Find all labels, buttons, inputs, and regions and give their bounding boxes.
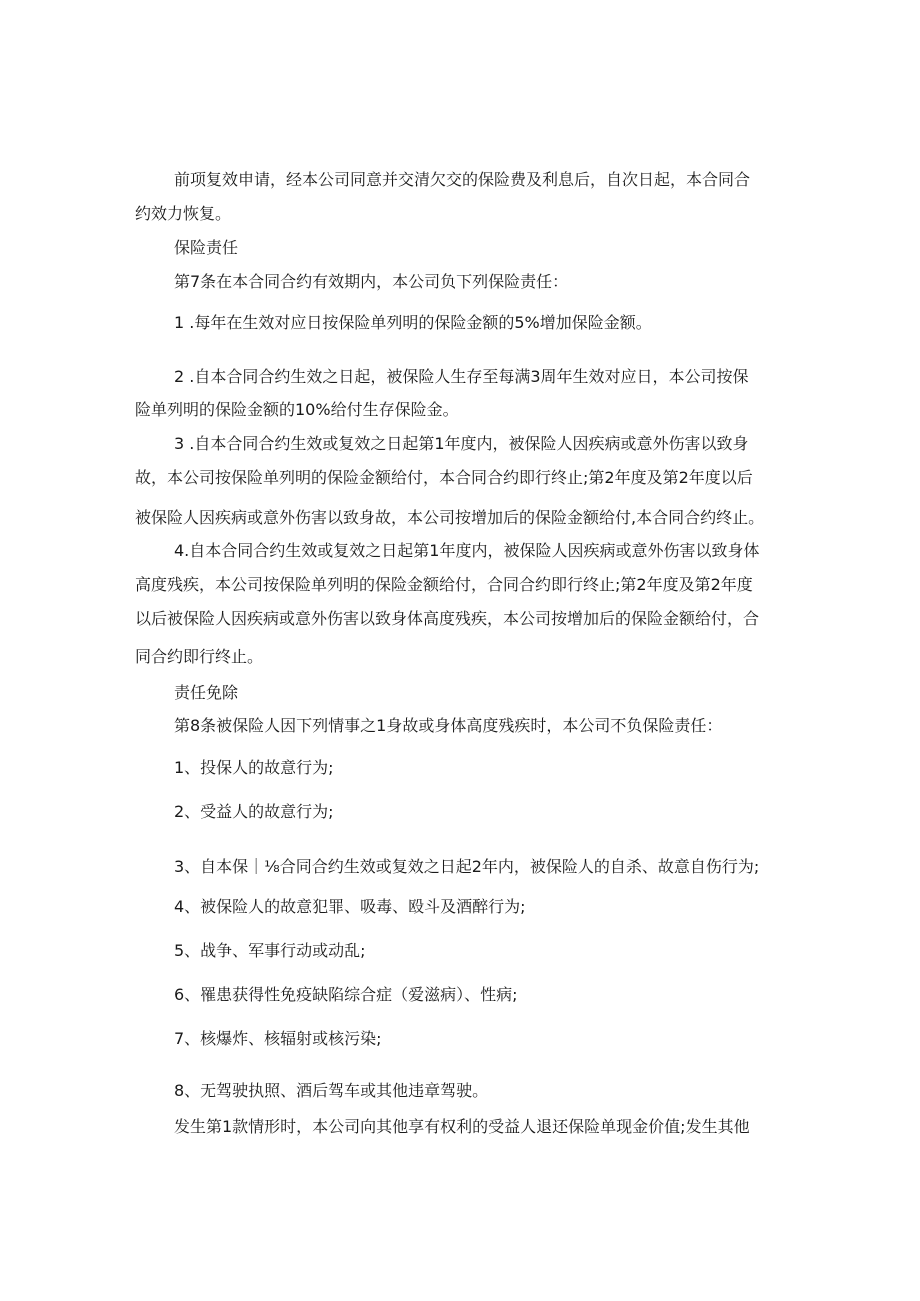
list-item: 8、无驾驶执照、酒后驾车或其他违章驾驶。 [174,1081,489,1100]
paragraph-line: 同合约即行终止。 [135,647,264,666]
paragraph-line: 被保险人因疾病或意外伤害以致身故，本公司按增加后的保险金额给付,本合同合约终止。 [135,508,765,527]
list-item: 5、战争、军事行动或动乱; [174,941,366,960]
list-item: 3、自本保｜⅛合同合约生效或复效之日起2年内，被保险人的自杀、故意自伤行为; [174,857,760,876]
paragraph-line: 约效力恢复。 [135,204,232,223]
article-heading: 第8条被保险人因下列情事之1身故或身体高度残疾时，本公司不负保险责任： [174,716,723,735]
list-item: 1、投保人的故意行为; [174,758,334,777]
section-heading: 保险责任 [174,238,239,257]
paragraph-line: 险单列明的保险金额的10%给付生存保险金。 [135,400,459,419]
list-item: 4、被保险人的故意犯罪、吸毒、殴斗及酒醉行为; [174,897,526,916]
list-item: 6、罹患获得性免疫缺陷综合症（爱滋病）、性病; [174,985,518,1004]
list-item: 2 .自本合同合约生效之日起，被保险人生存至每满3周年生效对应日，本公司按保 [174,367,749,386]
list-item: 1 .每年在生效对应日按保险单列明的保险金额的5%增加保险金额。 [174,313,652,332]
paragraph-line: 发生第1款情形时，本公司向其他享有权利的受益人退还保险单现金价值;发生其他 [174,1117,750,1136]
list-item: 4.自本合同合约生效或复效之日起第1年度内，被保险人因疾病或意外伤害以致身体 [174,541,760,560]
paragraph-line: 以后被保险人因疾病或意外伤害以致身体高度残疾，本公司按增加后的保险金额给付，合 [135,609,760,628]
list-item: 7、核爆炸、核辐射或核污染; [174,1029,382,1048]
paragraph-line: 高度残疾，本公司按保险单列明的保险金额给付，合同合约即行终止;第2年度及第2年度 [135,575,753,594]
list-item: 3 .自本合同合约生效或复效之日起第1年度内，被保险人因疾病或意外伤害以致身 [174,434,749,453]
paragraph-line: 前项复效申请，经本公司同意并交清欠交的保险费及利息后，自次日起，本合同合 [174,170,751,189]
article-heading: 第7条在本合同合约有效期内，本公司负下列保险责任： [174,272,569,291]
list-item: 2、受益人的故意行为; [174,802,334,821]
paragraph-line: 故，本公司按保险单列明的保险金额给付，本合同合约即行终止;第2年度及第2年度以后 [135,468,753,487]
section-heading: 责任免除 [174,683,239,702]
